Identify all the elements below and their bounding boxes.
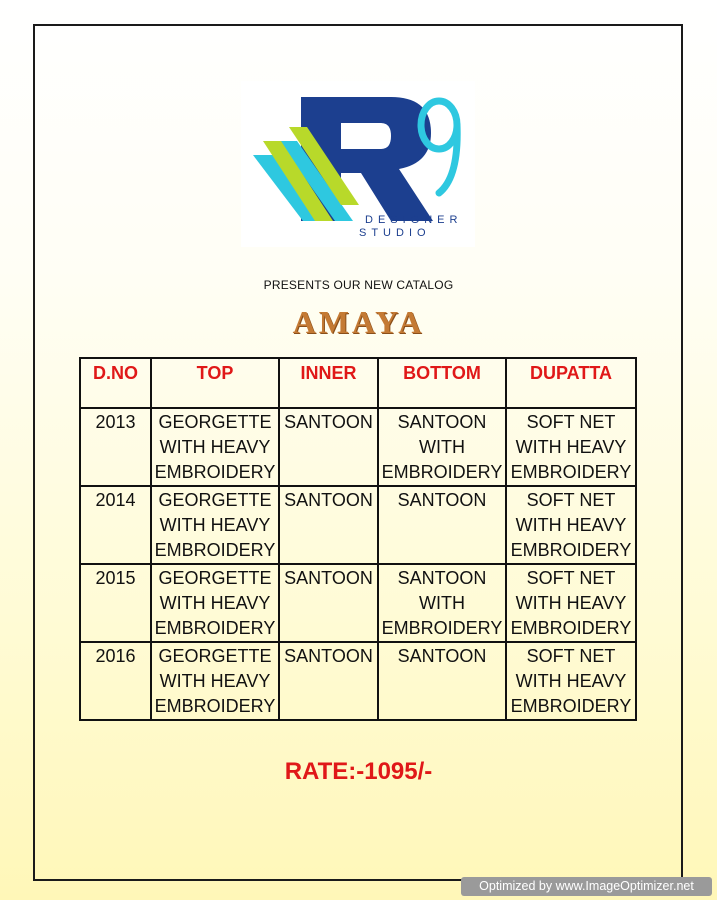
cell-line: EMBROIDERY xyxy=(510,618,632,638)
cell-dno: 2015 xyxy=(80,564,151,642)
cell-line: SOFT NET xyxy=(526,490,616,510)
cell-line: WITH HEAVY xyxy=(159,437,271,457)
cell-inner: SANTOON xyxy=(279,486,378,564)
cell-line: SOFT NET xyxy=(526,646,616,666)
table-row xyxy=(80,642,636,720)
cell-line: WITH HEAVY xyxy=(515,593,627,613)
cell-bottom xyxy=(378,642,506,720)
header-top: TOP xyxy=(151,358,279,408)
cell-line: GEORGETTE xyxy=(158,490,272,510)
cell-dupatta xyxy=(506,486,636,564)
cell-line: EMBROIDERY xyxy=(510,540,632,560)
cell-inner: SANTOON xyxy=(279,642,378,720)
cell-line: WITH xyxy=(419,437,465,457)
cell-line: SANTOON xyxy=(397,412,487,432)
logo-text-studio: STUDIO xyxy=(359,227,431,239)
cell-line: EMBROIDERY xyxy=(381,618,503,638)
brand-logo xyxy=(241,81,475,247)
header-bottom: BOTTOM xyxy=(378,358,506,408)
cell-line: EMBROIDERY xyxy=(154,618,276,638)
cell-line: EMBROIDERY xyxy=(154,696,276,716)
cell-line: EMBROIDERY xyxy=(154,540,276,560)
r9-logo-mark xyxy=(241,81,475,247)
cell-line: WITH HEAVY xyxy=(515,671,627,691)
cell-line: SANTOON xyxy=(397,490,487,510)
cell-line: EMBROIDERY xyxy=(510,462,632,482)
header-dno: D.NO xyxy=(80,358,151,408)
cell-line: EMBROIDERY xyxy=(154,462,276,482)
cell-bottom xyxy=(378,408,506,486)
cell-inner: SANTOON xyxy=(279,564,378,642)
rate-label: RATE:-1095/- xyxy=(284,758,433,785)
cell-line: SANTOON xyxy=(397,568,487,588)
cell-bottom xyxy=(378,486,506,564)
cell-line: WITH HEAVY xyxy=(515,515,627,535)
table-row xyxy=(80,564,636,642)
cell-line: SANTOON xyxy=(397,646,487,666)
cell-dupatta xyxy=(506,642,636,720)
cell-line: WITH xyxy=(419,593,465,613)
cell-dno: 2016 xyxy=(80,642,151,720)
header-inner: INNER xyxy=(279,358,378,408)
cell-top xyxy=(151,408,279,486)
cell-line: EMBROIDERY xyxy=(510,696,632,716)
cell-line: WITH HEAVY xyxy=(159,515,271,535)
cell-dupatta xyxy=(506,408,636,486)
cell-dno: 2013 xyxy=(80,408,151,486)
table-row xyxy=(80,486,636,564)
cell-line: WITH HEAVY xyxy=(159,671,271,691)
catalog-table xyxy=(79,357,637,721)
cell-top xyxy=(151,486,279,564)
table-row xyxy=(80,408,636,486)
cell-top xyxy=(151,564,279,642)
table-header-row xyxy=(80,358,636,408)
cell-line: WITH HEAVY xyxy=(515,437,627,457)
cell-line: GEORGETTE xyxy=(158,568,272,588)
cell-inner: SANTOON xyxy=(279,408,378,486)
catalog-subtitle: PRESENTS OUR NEW CATALOG xyxy=(263,278,454,292)
logo-text-designer: DESIGNER xyxy=(365,214,463,226)
cell-line: SOFT NET xyxy=(526,412,616,432)
header-dupatta: DUPATTA xyxy=(506,358,636,408)
catalog-title: AMAYA xyxy=(292,304,425,340)
cell-line: GEORGETTE xyxy=(158,412,272,432)
cell-top xyxy=(151,642,279,720)
cell-dno: 2014 xyxy=(80,486,151,564)
cell-line: WITH HEAVY xyxy=(159,593,271,613)
cell-bottom xyxy=(378,564,506,642)
cell-line: GEORGETTE xyxy=(158,646,272,666)
cell-line: SOFT NET xyxy=(526,568,616,588)
optimizer-watermark: Optimized by www.ImageOptimizer.net xyxy=(461,877,712,896)
cell-dupatta xyxy=(506,564,636,642)
cell-line: EMBROIDERY xyxy=(381,462,503,482)
